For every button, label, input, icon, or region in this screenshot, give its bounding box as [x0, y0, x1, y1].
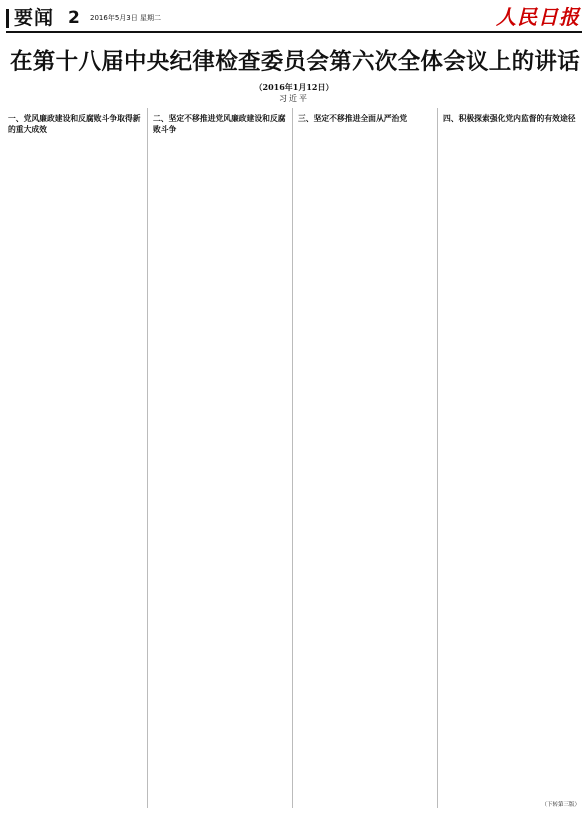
- header-bar: [6, 9, 9, 28]
- article-column-1: [8, 108, 142, 810]
- article-column-2: [153, 108, 287, 810]
- section-heading-3: 三、坚定不移推进全面从严治党: [298, 114, 408, 123]
- page-number: 2: [68, 8, 80, 28]
- section-heading-1: 一、党风廉政建设和反腐败斗争取得新的重大成效: [8, 114, 141, 134]
- article-date: （2016年1月12日）: [254, 82, 334, 92]
- issue-date: 2016年5月3日 星期二: [90, 14, 161, 22]
- newspaper-logo: 人民日报: [496, 5, 580, 29]
- section-name: 要闻: [14, 7, 55, 29]
- header-rule: [6, 31, 582, 33]
- article-title: 在第十八届中央纪律检查委员会第六次全体会议上的讲话: [10, 49, 581, 75]
- section-heading-4: 四、积极探索强化党内监督的有效途径: [443, 114, 576, 123]
- article-column-4: [443, 108, 577, 810]
- continued-note: （下转第三版）: [541, 802, 580, 808]
- page-header: [6, 4, 582, 34]
- article-column-3: [298, 108, 432, 810]
- column-divider: [292, 108, 293, 808]
- article-author: 习近平: [279, 94, 309, 103]
- column-divider: [437, 108, 438, 808]
- column-divider: [147, 108, 148, 808]
- section-heading-2: 二、坚定不移推进党风廉政建设和反腐败斗争: [153, 114, 286, 134]
